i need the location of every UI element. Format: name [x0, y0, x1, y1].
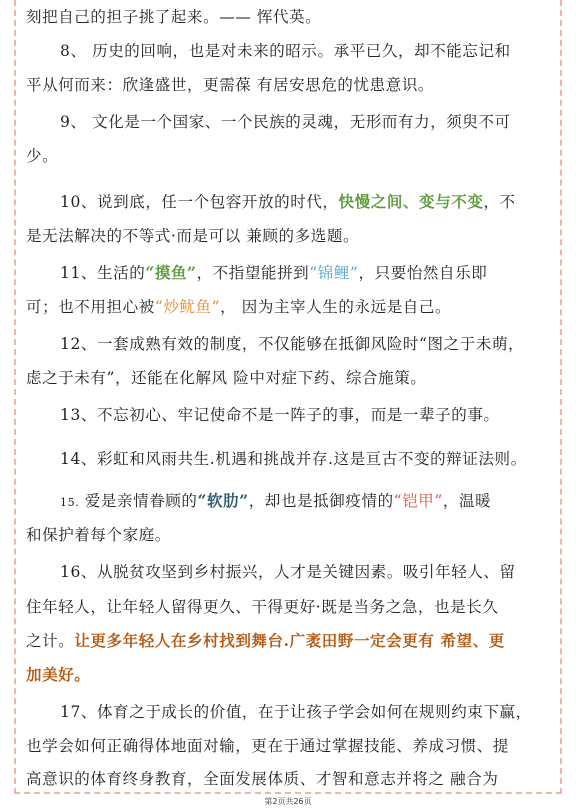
- highlight-text: 让更多年轻人在乡村找到舞台.广袤田野一定会更有 希望、更: [74, 631, 505, 650]
- highlight-text: “炒鱿鱼”: [154, 298, 221, 316]
- text-run: ，温暖: [442, 492, 492, 510]
- text-line: 9、 文化是一个国家、一个民族的灵魂，无形而有力，须臾不可: [60, 113, 511, 131]
- text-line: 少。: [26, 147, 59, 165]
- highlight-text: “铠甲”: [393, 492, 443, 510]
- text-line: 是无法解决的不等式·而是可以 兼顾的多选题。: [26, 227, 360, 245]
- text-run: 11、生活的: [60, 264, 146, 282]
- highlight-text: “软肋”: [197, 491, 249, 510]
- text-line: 平从何而来：欣逢盛世，更需葆 有居安思危的忧患意识。: [26, 76, 435, 94]
- text-line: 14、彩虹和风雨共生.机遇和挑战并存.这是亘古不变的辩证法则。: [60, 450, 527, 468]
- text-line: [26, 290, 451, 324]
- text-run: ，不指望能拼到: [196, 264, 310, 282]
- text-line: [26, 624, 505, 658]
- text-run: 之计。: [26, 632, 75, 650]
- text-run: ，只要怡然自乐即: [358, 264, 488, 282]
- text-line: 16、从脱贫攻坚到乡村振兴，人才是关键因素。吸引年轻人、留: [60, 563, 516, 581]
- highlight-text: “摸鱼”: [145, 263, 197, 282]
- highlight-text: “锦鲤”: [309, 264, 359, 282]
- text-line: 虑之于未有”，还能在化解风 险中对症下药、综合施策。: [26, 369, 427, 387]
- text-line: [26, 658, 90, 692]
- text-run: ，不: [483, 193, 516, 211]
- text-run: 可；也不用担心被: [26, 298, 155, 316]
- text-line: [26, 185, 516, 219]
- text-line: 也学会如何正确得体地面对输，更在于通过掌握技能、养成习惯、提: [26, 737, 510, 755]
- text-line: 13、不忘初心、牢记使命不是一阵子的事，而是一辈子的事。: [60, 406, 500, 424]
- text-run: 10、说到底，任一个包容开放的时代，: [60, 193, 339, 211]
- text-run: 爱是亲情眷顾的: [79, 492, 198, 510]
- text-run: ， 因为主宰人生的永远是自己。: [220, 298, 452, 316]
- item-number: 15.: [60, 496, 80, 509]
- text-line: [26, 484, 491, 520]
- text-line: 12、一套成熟有效的制度，不仅能够在抵御风险时“图之于未萌，: [60, 335, 525, 353]
- highlight-text: 快慢之间、变与不变: [338, 192, 484, 211]
- text-line: 和保护着每个家庭。: [26, 526, 171, 544]
- highlight-text: 加美好。: [26, 665, 91, 684]
- text-run: ，却也是抵御疫情的: [248, 492, 394, 510]
- text-line: 住年轻人，让年轻人留得更久、干得更好·既是当务之急，也是长久: [26, 598, 499, 616]
- page-footer: 第2页共26页: [264, 797, 312, 806]
- text-line: 高意识的体育终身教育，全面发展体质、才智和意志并将之 融合为: [26, 770, 499, 788]
- text-line: 刻把自己的担子挑了起来。—— 恽代英。: [26, 8, 322, 26]
- text-line: 17、体育之于成长的价值，在于让孩子学会如何在规则约束下赢，: [60, 703, 532, 721]
- text-line: [26, 256, 487, 290]
- text-line: 8、 历史的回响，也是对未来的昭示。承平已久，却不能忘记和: [60, 42, 511, 60]
